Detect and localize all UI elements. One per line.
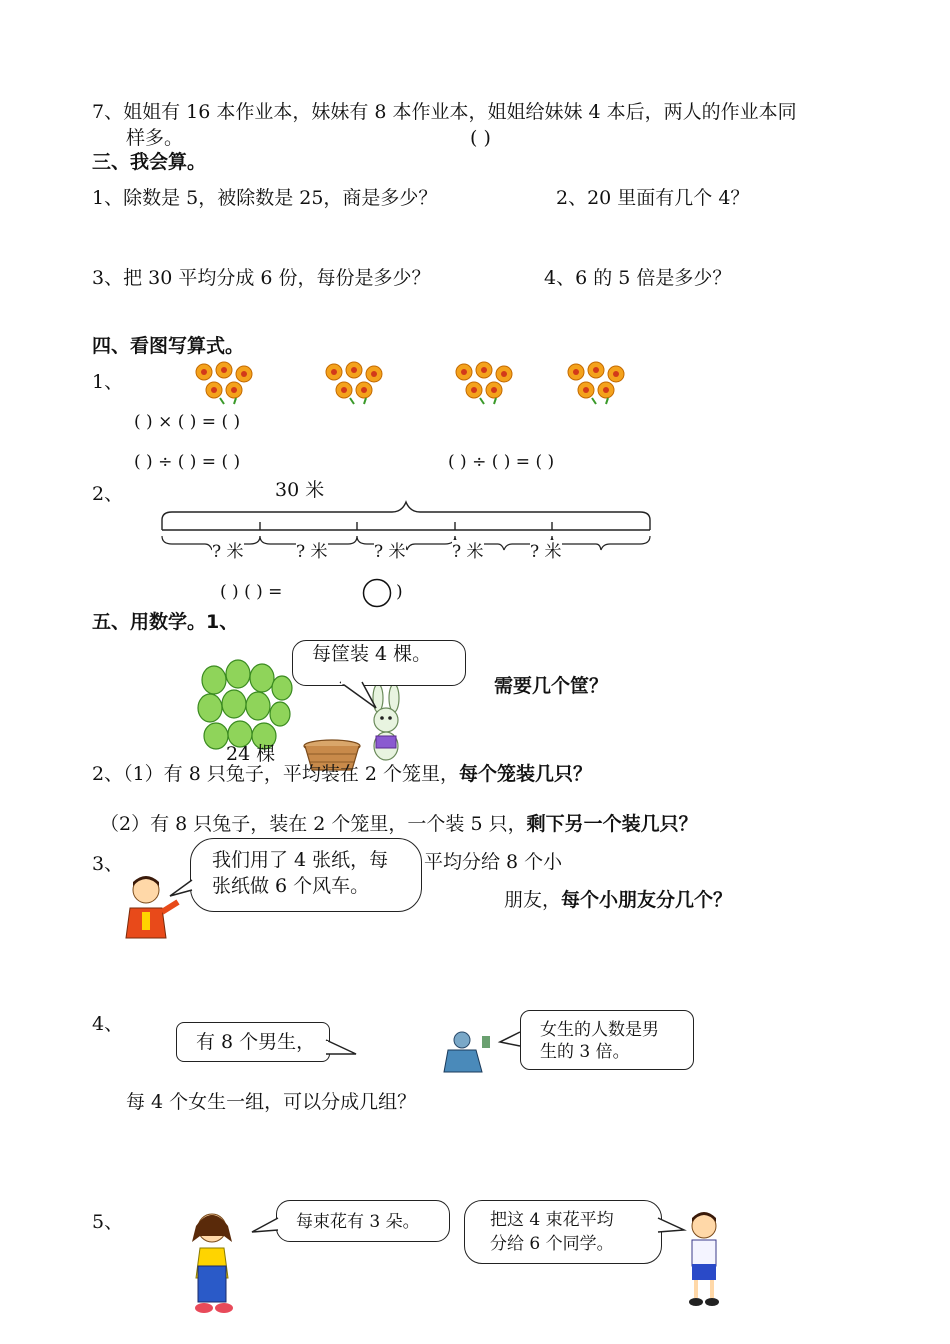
question-baskets-needed: 需要几个筐？ <box>494 675 609 697</box>
bubble-girls-line2: 生的 3 倍。 <box>540 1042 630 1062</box>
q5-number: 5、 <box>92 1211 124 1233</box>
flower-group-icon <box>562 360 632 404</box>
segment-label-2: ? 米 <box>296 542 328 562</box>
formula-closing-paren: ) <box>396 582 403 602</box>
bubble-basket-text: 每筐装 4 棵。 <box>312 643 432 665</box>
teacher-icon <box>436 1030 490 1072</box>
bubble-tail <box>250 1216 280 1236</box>
picture-q2-number: 2、 <box>92 483 124 505</box>
calc-q3: 3、把 30 平均分成 6 份，每份是多少？ <box>92 267 431 289</box>
operator-circle-icon[interactable] <box>362 578 392 608</box>
picture-q1-number: 1、 <box>92 371 124 393</box>
calc-q2: 2、20 里面有几个 4？ <box>556 187 750 209</box>
q3-number: 3、 <box>92 853 124 875</box>
divide-formula-1[interactable]: ( ) ÷ ( ) = ( ) <box>134 452 241 472</box>
bubble-flowers-text: 每束花有 3 朵。 <box>296 1212 420 1232</box>
bubble-boys-text: 有 8 个男生， <box>196 1031 316 1053</box>
bubble-share-line1: 把这 4 束花平均 <box>490 1210 614 1230</box>
q4-number: 4、 <box>92 1013 124 1035</box>
bubble-pinwheel-line2: 张纸做 6 个风车。 <box>212 875 370 897</box>
q3-text-line1: 平均分给 8 个小 <box>424 851 563 873</box>
flower-group-icon <box>190 360 260 404</box>
q7-line2: 样多。 <box>126 127 184 149</box>
segment-formula[interactable]: ( ) ( ) = <box>220 582 283 602</box>
bubble-tail <box>168 878 198 898</box>
calc-q1: 1、除数是 5，被除数是 25，商是多少？ <box>92 187 438 209</box>
segment-label-3: ? 米 <box>374 542 406 562</box>
q3-text-line2: 朋友，每个小朋友分几个？ <box>504 889 733 911</box>
bubble-tail <box>340 682 390 712</box>
q2-part1-text: 2、（1）有 8 只兔子，平均装在 2 个笼里，每个笼装几只？ <box>92 763 593 785</box>
girl-icon <box>184 1208 248 1316</box>
student-boy-icon <box>676 1210 732 1306</box>
calc-q4: 4、6 的 5 倍是多少？ <box>544 267 732 289</box>
q4-question: 每 4 个女生一组，可以分成几组？ <box>126 1091 417 1113</box>
q7-answer-blank[interactable]: ( ) <box>470 127 491 149</box>
flower-group-icon <box>320 360 390 404</box>
q2-part2-text: （2）有 8 只兔子，装在 2 个笼里，一个装 5 只，剩下另一个装几只？ <box>100 813 698 835</box>
divide-formula-2[interactable]: ( ) ÷ ( ) = ( ) <box>448 452 555 472</box>
segment-label-4: ? 米 <box>452 542 484 562</box>
segment-label-1: ? 米 <box>212 542 244 562</box>
cabbage-count-label: 24 棵 <box>226 743 276 765</box>
bubble-girls-line1: 女生的人数是男 <box>540 1020 659 1040</box>
section3-title: 三、我会算。 <box>92 151 207 173</box>
total-length-label: 30 米 <box>275 479 325 501</box>
multiply-formula[interactable]: ( ) × ( ) = ( ) <box>134 412 241 432</box>
flower-group-icon <box>450 360 520 404</box>
bubble-pinwheel-line1: 我们用了 4 张纸，每 <box>212 849 389 871</box>
q7-line1: 7、姐姐有 16 本作业本，妹妹有 8 本作业本，姐姐给妹妹 4 本后，两人的作业本同 <box>92 101 797 123</box>
bubble-share-line2: 分给 6 个同学。 <box>490 1234 614 1254</box>
segment-label-5: ? 米 <box>530 542 562 562</box>
bubble-tail <box>326 1038 360 1058</box>
section5-title: 五、用数学。1、 <box>92 611 239 633</box>
section4-title: 四、看图写算式。 <box>92 335 245 357</box>
